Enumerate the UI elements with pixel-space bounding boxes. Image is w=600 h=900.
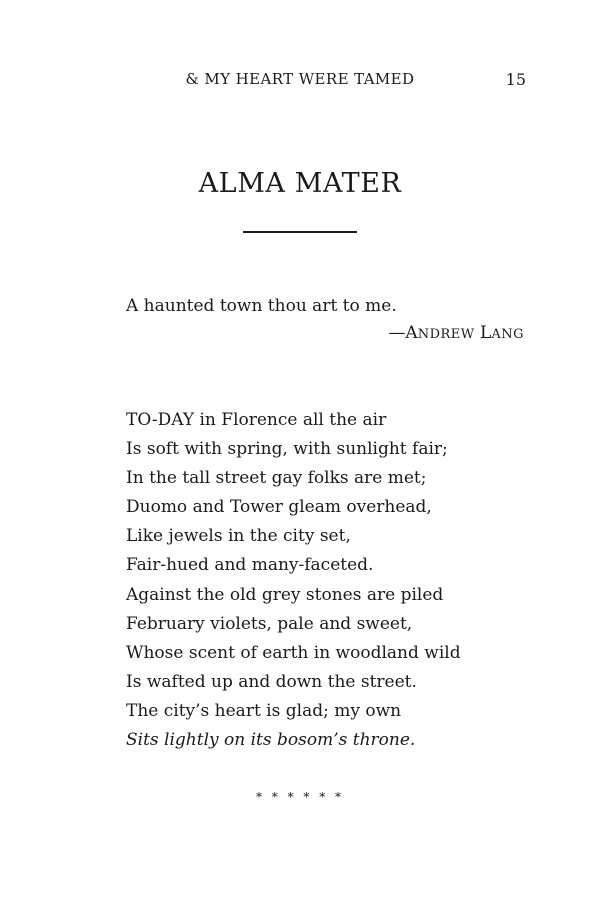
verse-line: February violets, pale and sweet,: [126, 613, 413, 634]
section-ornament: * * * * * *: [255, 790, 345, 804]
verse-line: Duomo and Tower gleam overhead,: [126, 497, 432, 518]
epigraph-author-dash: —: [388, 323, 406, 343]
epigraph-author: [126, 320, 526, 348]
epigraph-author-first-initial: A: [405, 323, 418, 343]
verse-line: In the tall street gay folks are met;: [126, 468, 427, 489]
poem-verse: [126, 406, 546, 755]
title-rule: [243, 231, 357, 233]
verse-line: Is wafted up and down the street.: [126, 671, 417, 692]
verse-line: Against the old grey stones are piled: [126, 584, 444, 605]
epigraph-author-first-rest: NDREW: [417, 327, 475, 342]
page-number: 15: [505, 70, 526, 89]
epigraph-author-last-rest: ANG: [491, 327, 524, 342]
verse-line: TO-DAY in Florence all the air: [126, 410, 387, 430]
verse-line: Like jewels in the city set,: [126, 526, 351, 547]
verse-line: Whose scent of earth in woodland wild: [126, 642, 461, 663]
verse-line: Is soft with spring, with sunlight fair;: [126, 439, 448, 460]
poem-title: ALMA MATER: [198, 168, 402, 199]
verse-line-italic: Sits lightly on its bosom’s throne.: [126, 730, 416, 751]
epigraph: [126, 293, 526, 348]
running-title: & MY HEART WERE TAMED: [185, 70, 415, 88]
epigraph-author-last-initial: L: [480, 323, 492, 343]
verse-line: The city’s heart is glad; my own: [126, 700, 402, 721]
running-header: [0, 70, 600, 94]
epigraph-text: A haunted town thou art to me.: [126, 296, 397, 316]
verse-line: Fair-hued and many-faceted.: [126, 555, 374, 576]
